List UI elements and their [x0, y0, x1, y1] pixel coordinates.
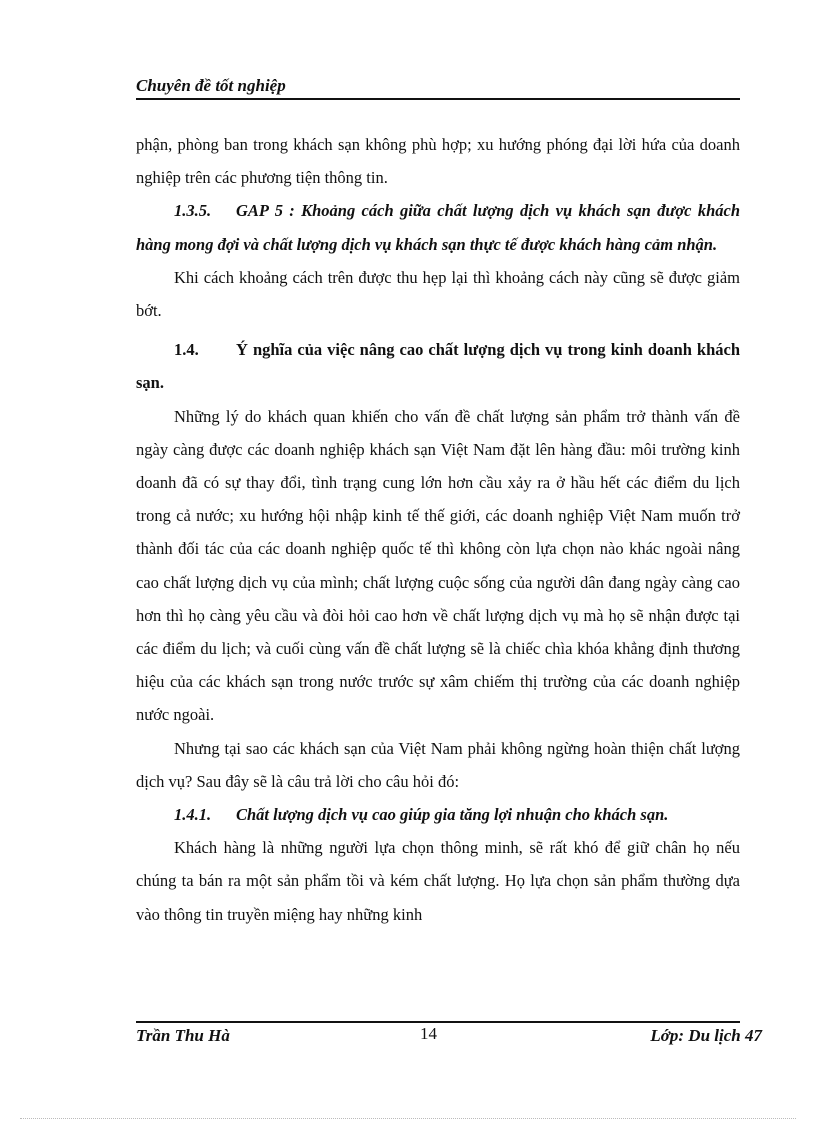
- paragraph-continuation: phận, phòng ban trong khách sạn không phù hợp; xu hướng phóng đại lời hứa của doanh nghiệp trên các phương tiện thông tin.: [136, 135, 740, 188]
- header-title: Chuyên đề tốt nghiệp: [136, 76, 286, 95]
- page-bottom-divider: [20, 1118, 796, 1119]
- footer-author: Trần Thu Hà: [136, 1026, 230, 1045]
- heading-number: 1.4.1.: [174, 805, 212, 825]
- body-text: [136, 128, 740, 931]
- page-number: 14: [420, 1024, 437, 1043]
- paragraph-reasons: Những lý do khách quan khiến cho vấn đề chất lượng sản phẩm trở thành vấn đề ngày càng được các doanh nghiệp khách sạn Việt Nam đặt lên hàng đầu: môi trường kinh doanh đã có sự thay đổi, tình trạng cung lớn hơn cầu xảy ra ở hầu hết các điểm du lịch trong cả nước; xu hướng hội nhập kinh tế thế giới, các doanh nghiệp Việt Nam muốn trở thành đối tác của các doanh nghiệp quốc tế thì không còn lựa chọn nào khác ngoài nâng cao chất lượng dịch vụ của mình; chất lượng cuộc sống của người dân đang ngày càng cao hơn thì họ càng yêu cầu và đòi hỏi cao hơn về chất lượng dịch vụ mà họ sẽ nhận được tại các điểm du lịch; và cuối cùng vấn đề chất lượng sẽ là chiếc chìa khóa khẳng định thương hiệu của các khách sạn trong nước trước sự xâm chiếm thị trường của các doanh nghiệp nước ngoài.: [136, 406, 740, 725]
- heading-text: GAP 5 : Khoảng cách giữa chất lượng dịch vụ khách sạn được khách hàng mong đợi và chất lượng dịch vụ khách sạn thực tế được khách hàng cảm nhận.: [136, 201, 740, 254]
- footer-rule: [136, 1021, 740, 1023]
- paragraph-gap5: Khi cách khoảng cách trên được thu hẹp lại thì khoảng cách này cũng sẽ được giảm bớt.: [136, 267, 740, 321]
- heading-1-4-1: [136, 798, 740, 831]
- heading-1-3-5: [136, 194, 740, 260]
- heading-text: Chất lượng dịch vụ cao giúp gia tăng lợi nhuận cho khách sạn.: [236, 805, 669, 825]
- paragraph-customers: Khách hàng là những người lựa chọn thông minh, sẽ rất khó để giữ chân họ nếu chúng ta bán ra một sản phẩm tồi và kém chất lượng. Họ lựa chọn sản phẩm thường dựa vào thông tin truyền miệng hay những kinh: [136, 838, 740, 924]
- footer-class: Lớp: Du lịch 47: [650, 1026, 762, 1045]
- heading-number: 1.3.5.: [174, 201, 212, 221]
- header-rule: [136, 98, 740, 100]
- paragraph-question: Nhưng tại sao các khách sạn của Việt Nam phải không ngừng hoàn thiện chất lượng dịch vụ? Sau đây sẽ là câu trả lời cho câu hỏi đó:: [136, 738, 740, 791]
- heading-number: 1.4.: [174, 340, 199, 360]
- heading-1-4: [136, 333, 740, 399]
- heading-text: Ý nghĩa của việc nâng cao chất lượng dịch vụ trong kinh doanh khách sạn.: [136, 340, 740, 393]
